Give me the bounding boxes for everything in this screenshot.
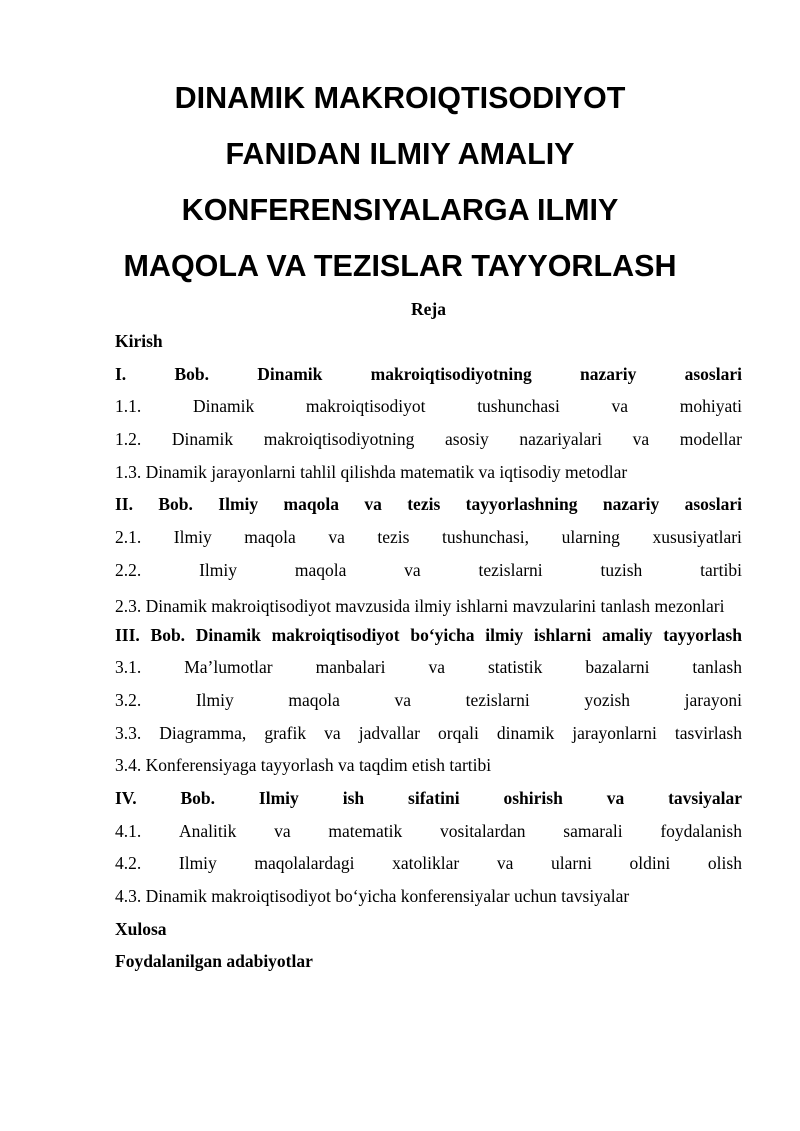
toc-word: ularni	[551, 853, 592, 874]
toc-word: tayyorlashning	[465, 494, 578, 515]
toc-word: xususiyatlari	[652, 527, 742, 548]
toc-word: sifatini	[408, 787, 460, 808]
toc-word: Bob.	[180, 787, 216, 808]
toc-heading	[115, 786, 742, 819]
toc-word: maqola	[244, 527, 296, 548]
toc-word: oshirish	[503, 787, 563, 808]
toc-word: va	[404, 559, 421, 580]
toc-word: dinamik	[496, 722, 555, 743]
toc-word: Dinamik	[257, 363, 323, 384]
toc-word: 2.1.	[115, 527, 142, 548]
toc-heading	[115, 623, 742, 656]
toc-word: makroiqtisodiyotning	[263, 429, 415, 450]
toc-word: tartibi	[700, 559, 742, 580]
toc-word: foydalanish	[660, 820, 742, 841]
toc-word: Ilmiy	[178, 853, 217, 874]
toc-word: tushunchasi,	[442, 527, 530, 548]
toc-word: I.	[115, 363, 127, 384]
toc-word: Dinamik	[195, 624, 261, 645]
toc-word: va	[328, 527, 345, 548]
toc-word: Ilmiy	[195, 689, 234, 710]
toc-item	[115, 721, 742, 754]
toc-word: va	[364, 494, 382, 515]
toc-word: Dinamik	[192, 396, 255, 417]
toc-word: xatoliklar	[392, 853, 460, 874]
toc-word: 3.3.	[115, 722, 142, 743]
toc-word: maqola	[288, 689, 340, 710]
toc-word: modellar	[679, 429, 742, 450]
toc-heading: Xulosa	[115, 918, 167, 939]
toc-word: statistik	[487, 657, 543, 678]
toc-word: asoslari	[684, 363, 742, 384]
page-title	[80, 70, 720, 294]
toc-word: nazariy	[579, 363, 637, 384]
toc-item	[115, 558, 742, 591]
toc-word: Ilmiy	[218, 494, 259, 515]
toc-word: oldini	[629, 853, 671, 874]
toc-heading	[115, 362, 742, 395]
toc-word: asosiy	[445, 429, 489, 450]
toc-word: va	[394, 689, 411, 710]
toc-word: tayyorlash	[663, 624, 742, 645]
title-line: KONFERENSIYALARGA ILMIY	[181, 193, 619, 227]
toc-word: jadvallar	[358, 722, 420, 743]
toc-word: Diagramma,	[159, 722, 247, 743]
toc-word: 2.2.	[115, 559, 142, 580]
toc-word: va	[632, 429, 650, 450]
title-line: FANIDAN ILMIY AMALIY	[225, 137, 575, 171]
toc-word: 3.2.	[115, 689, 142, 710]
toc-word: III.	[115, 624, 140, 645]
toc-word: Ilmiy	[258, 787, 299, 808]
toc-word: va	[274, 820, 291, 841]
toc-word: 4.1.	[115, 820, 142, 841]
table-of-contents	[115, 329, 742, 982]
toc-word: makroiqtisodiyot	[305, 396, 426, 417]
toc-word: ish	[342, 787, 365, 808]
toc-heading	[115, 492, 742, 525]
toc-word: va	[496, 853, 514, 874]
toc-word: Ilmiy	[173, 527, 212, 548]
toc-word: grafik	[264, 722, 307, 743]
toc-word: 4.2.	[115, 853, 142, 874]
toc-word: orqali	[438, 722, 479, 743]
toc-word: amaliy	[601, 624, 653, 645]
title-line: MAQOLA VA TEZISLAR TAYYORLASH	[123, 249, 677, 283]
toc-word: Bob.	[174, 363, 209, 384]
toc-item: 4.3. Dinamik makroiqtisodiyot bo‘yicha konferensiyalar uchun tavsiyalar	[115, 886, 630, 906]
toc-word: 1.2.	[115, 429, 142, 450]
toc-word: Analitik	[179, 820, 237, 841]
toc-heading: Foydalanilgan adabiyotlar	[115, 951, 313, 972]
toc-item	[115, 851, 742, 884]
toc-word: mohiyati	[679, 396, 742, 417]
toc-item: 3.4. Konferensiyaga tayyorlash va taqdim etish tartibi	[115, 755, 492, 776]
toc-word: ishlarni	[533, 624, 592, 645]
plan-heading: Reja	[411, 299, 446, 319]
toc-word: ilmiy	[485, 624, 524, 645]
toc-word: 3.1.	[115, 657, 142, 678]
toc-word: ularning	[561, 527, 620, 548]
toc-word: Ilmiy	[199, 559, 237, 580]
toc-item	[115, 688, 742, 721]
toc-word: 1.1.	[115, 396, 142, 417]
toc-item	[115, 655, 742, 688]
toc-word: tushunchasi	[477, 396, 560, 417]
toc-item: 2.3. Dinamik makroiqtisodiyot mavzusida ilmiy ishlarni mavzularini tanlash mezonlari	[115, 595, 725, 616]
toc-word: tezislarni	[465, 689, 530, 710]
toc-word: tuzish	[600, 559, 643, 580]
toc-word: Dinamik	[171, 429, 234, 450]
toc-word: II.	[115, 494, 133, 515]
toc-word: yozish	[584, 689, 631, 710]
toc-item: 1.3. Dinamik jarayonlarni tahlil qilishda matematik va iqtisodiy metodlar	[115, 461, 628, 482]
toc-word: va	[324, 722, 341, 743]
toc-word: asoslari	[684, 494, 742, 515]
toc-word: tezislarni	[478, 559, 543, 580]
toc-word: tavsiyalar	[668, 787, 742, 808]
toc-word: makroiqtisodiyotning	[370, 363, 532, 384]
toc-word: va	[606, 787, 625, 808]
toc-word: Ma’lumotlar	[184, 657, 273, 678]
toc-heading: Kirish	[115, 331, 163, 351]
toc-word: va	[428, 657, 446, 678]
toc-word: nazariy	[602, 494, 660, 515]
toc-word: tasvirlash	[674, 722, 742, 743]
toc-word: bazalarni	[585, 657, 650, 678]
toc-item	[115, 394, 742, 427]
toc-word: tanlash	[692, 657, 742, 678]
toc-item	[115, 525, 742, 558]
toc-word: bo‘yicha	[410, 624, 475, 645]
toc-word: olish	[707, 853, 742, 874]
toc-word: tezis	[407, 494, 441, 515]
toc-word: samarali	[563, 820, 623, 841]
toc-word: tezis	[377, 527, 410, 548]
toc-word: Bob.	[150, 624, 186, 645]
toc-word: maqola	[294, 559, 347, 580]
toc-item	[115, 427, 742, 460]
toc-word: manbalari	[315, 657, 386, 678]
toc-word: maqola	[283, 494, 339, 515]
toc-word: matematik	[328, 820, 403, 841]
toc-word: Bob.	[158, 494, 193, 515]
toc-word: va	[611, 396, 629, 417]
toc-item	[115, 819, 742, 852]
toc-word: jarayonlarni	[572, 722, 657, 743]
toc-word: jarayoni	[684, 689, 742, 710]
toc-word: makroiqtisodiyot	[271, 624, 400, 645]
toc-word: vositalardan	[440, 820, 526, 841]
toc-word: IV.	[115, 787, 137, 808]
toc-word: maqolalardagi	[254, 853, 355, 874]
toc-word: nazariyalari	[519, 429, 602, 450]
title-line: DINAMIK MAKROIQTISODIYOT	[174, 81, 626, 115]
